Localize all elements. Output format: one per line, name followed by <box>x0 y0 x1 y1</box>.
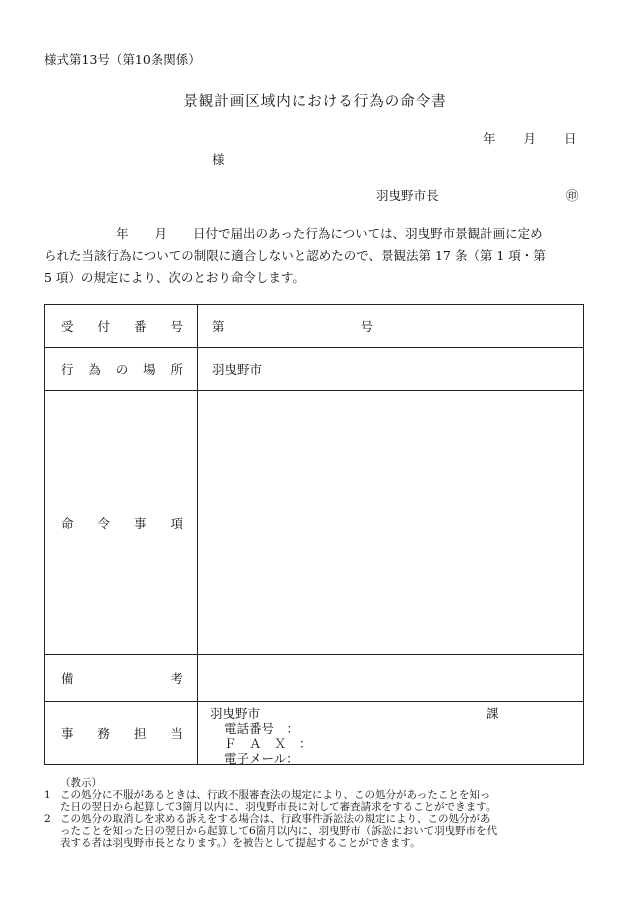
notice-section <box>44 777 584 849</box>
place-field[interactable]: 羽曳野市 <box>198 348 584 391</box>
document-title: 景観計画区域内における行為の命令書 <box>183 94 447 110</box>
date-month: 月 <box>523 131 537 146</box>
staff-fax-label: Ｆ Ａ Ｘ ： <box>224 736 312 751</box>
date-day: 日 <box>564 131 577 146</box>
remarks-field[interactable] <box>198 655 584 702</box>
body-line-2: られた当該行為についての制限に適合しないと認めたので、景観法第 17 条（第 1 項・第 <box>44 248 546 263</box>
body-line-1: 年 月 日付で届出のあった行為については、羽曳野市景観計画に定め <box>116 226 543 241</box>
row-remarks <box>45 655 584 702</box>
label-remarks: 備 考 <box>45 655 198 702</box>
staff-section: 課 <box>486 706 499 721</box>
label-order-items: 命 令 事 項 <box>45 391 198 655</box>
order-items-field[interactable] <box>198 391 584 655</box>
seal-mark: ㊞ <box>566 188 579 203</box>
row-receipt-number <box>45 305 584 348</box>
order-body-text <box>44 223 584 289</box>
order-form-table <box>44 304 584 765</box>
staff-contact-field <box>198 702 584 765</box>
label-place: 行 為 の 場 所 <box>45 348 198 391</box>
staff-city: 羽曳野市 <box>210 706 261 721</box>
notice-heading: （教示） <box>60 777 102 789</box>
notice-item-2: 2 この処分の取消しを求める訴えをする場合は、行政事件訴訟法の規定により、この処分があ ったことを知った日の翌日から起算して6箇月以内に、羽曳野市（訴訟において羽曳野市を代 表する者は羽曳野市長となります。）を被告として提起することができます。 <box>44 813 498 849</box>
receipt-number-field[interactable]: 第 号 <box>198 305 584 348</box>
row-place <box>45 348 584 391</box>
form-number: 様式第13号（第10条関係） <box>44 52 201 67</box>
issuer-name: 羽曳野市長 <box>376 188 439 203</box>
notice-item-1: 1 この処分に不服があるときは、行政不服審査法の規定により、この処分があったことを知っ た日の翌日から起算して3箇月以内に、羽曳野市長に対して審査請求をすることができます。 <box>44 789 497 813</box>
date-line <box>483 129 577 147</box>
date-year: 年 <box>483 131 496 146</box>
label-staff: 事 務 担 当 <box>45 702 198 765</box>
label-receipt-number: 受 付 番 号 <box>45 305 198 348</box>
row-order-items <box>45 391 584 655</box>
row-staff <box>45 702 584 765</box>
staff-email-label: 電子メール： <box>224 751 299 766</box>
staff-phone-label: 電話番号 ： <box>224 721 300 736</box>
addressee-suffix: 様 <box>212 152 225 167</box>
body-line-3: 5 項）の規定により、次のとおり命令します。 <box>44 270 305 285</box>
